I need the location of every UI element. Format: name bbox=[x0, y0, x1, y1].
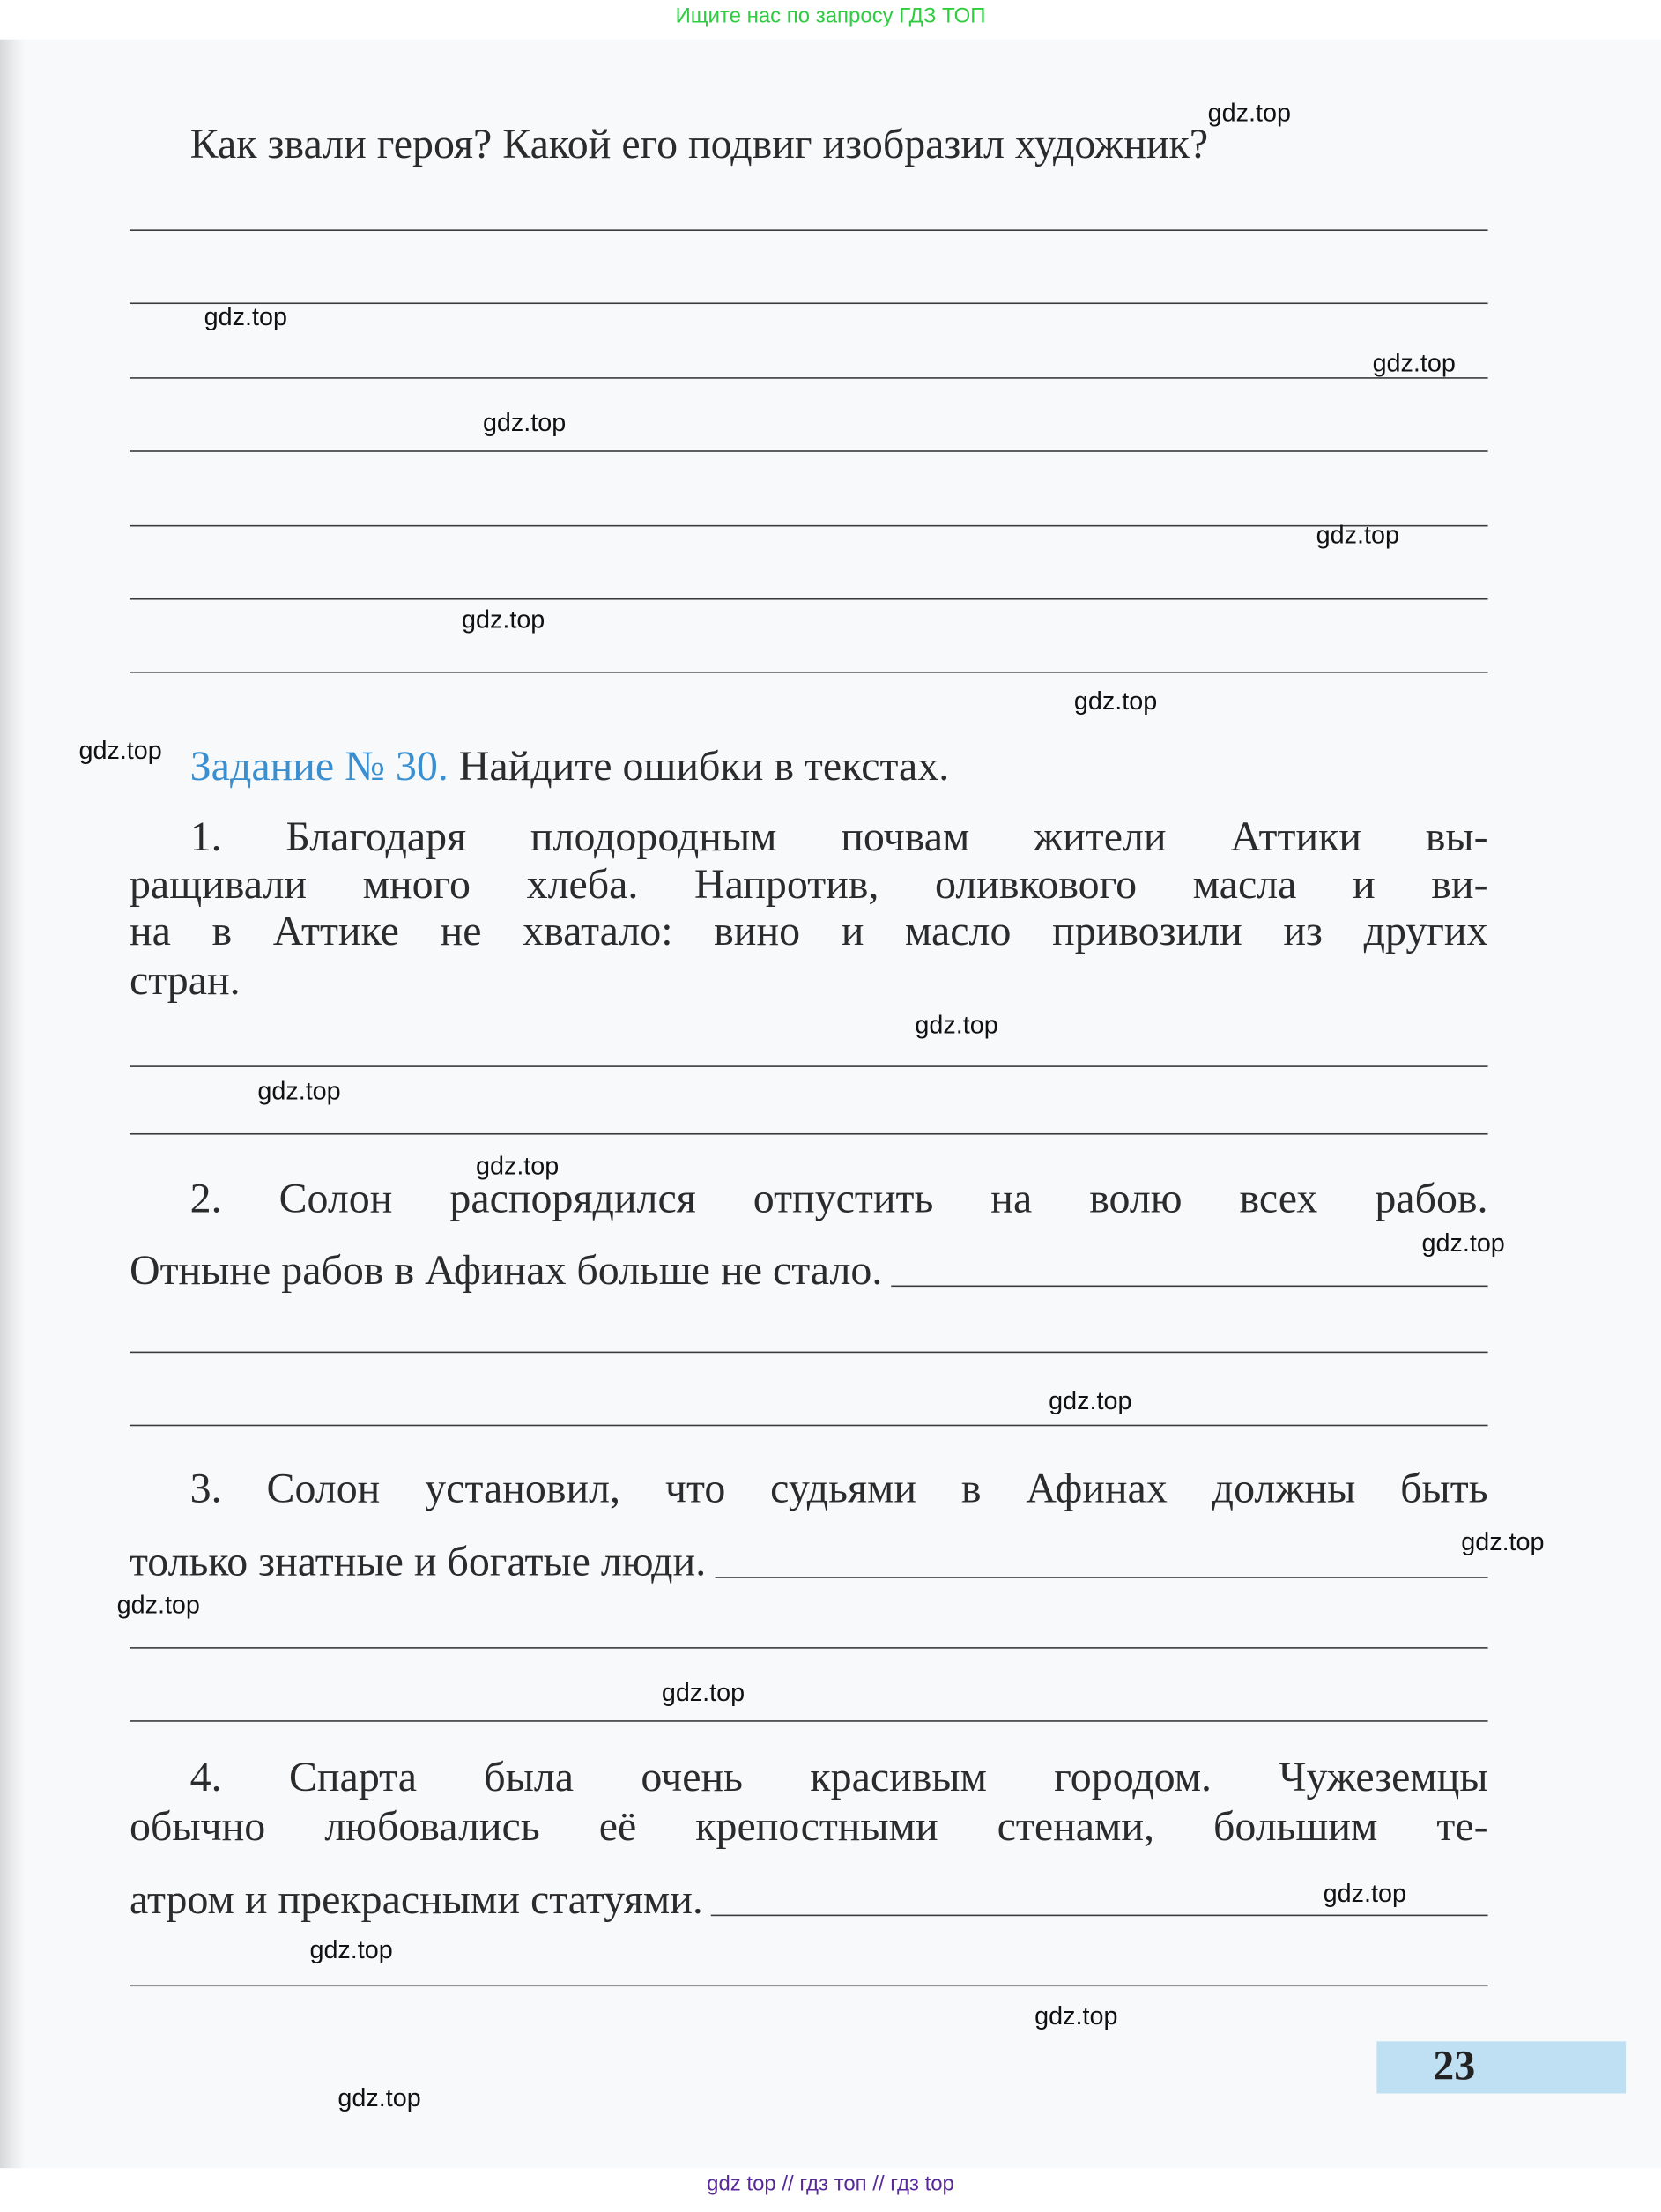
watermark: gdz.top bbox=[337, 2083, 421, 2112]
watermark: gdz.top bbox=[1421, 1228, 1505, 1258]
answer-line bbox=[130, 1065, 1488, 1067]
watermark: gdz.top bbox=[915, 1011, 998, 1039]
question-text: Как звали героя? Какой его подвиг изобразил художник? bbox=[189, 121, 1209, 168]
item-1-line: ращивали много хлеба. Напротив, оливкового масла и ви- bbox=[129, 861, 1488, 909]
watermark: gdz.top bbox=[309, 1935, 393, 1964]
item-4-line: обычно любовались её крепостными стенами, большим те- bbox=[129, 1803, 1488, 1851]
watermark: gdz.top bbox=[475, 1151, 560, 1180]
watermark: gdz.top bbox=[1073, 687, 1158, 716]
task-number: Задание № 30. bbox=[189, 743, 449, 791]
watermark: gdz.top bbox=[257, 1077, 341, 1106]
answer-line bbox=[130, 1352, 1488, 1354]
item-3-line: 3. Солон установил, что судьями в Афинах должны быть bbox=[189, 1465, 1488, 1512]
watermark: gdz.top bbox=[1323, 1879, 1406, 1908]
footer-links[interactable]: gdz top // гдз топ // гдз top bbox=[707, 2171, 954, 2197]
watermark: gdz.top bbox=[1316, 521, 1399, 550]
watermark: gdz.top bbox=[461, 605, 545, 634]
item-3-answer-row bbox=[130, 1539, 1488, 1586]
page-number-badge bbox=[1376, 2041, 1626, 2093]
answer-line bbox=[130, 1985, 1488, 1986]
item-2-line: Отныне рабов в Афинах больше не стало. bbox=[129, 1247, 883, 1295]
answer-line bbox=[130, 1647, 1488, 1649]
task-instruction: Найдите ошибки в текстах. bbox=[458, 743, 950, 791]
watermark: gdz.top bbox=[1461, 1527, 1545, 1556]
page-binding-edge bbox=[0, 40, 26, 2168]
answer-line bbox=[130, 598, 1488, 600]
watermark: gdz.top bbox=[1034, 2001, 1118, 2030]
item-4-answer-row bbox=[130, 1876, 1488, 1924]
watermark: gdz.top bbox=[1049, 1386, 1132, 1415]
answer-line bbox=[130, 302, 1488, 304]
answer-line bbox=[891, 1286, 1488, 1288]
watermark: gdz.top bbox=[78, 736, 162, 765]
watermark: gdz.top bbox=[482, 408, 567, 437]
answer-line bbox=[130, 450, 1488, 452]
item-3-line: только знатные и богатые люди. bbox=[129, 1539, 707, 1585]
item-2-line: 2. Солон распорядился отпустить на волю всех рабов. bbox=[189, 1175, 1488, 1222]
item-4-line: 4. Спарта была очень красивым городом. Чужеземцы bbox=[189, 1754, 1488, 1801]
watermark: gdz.top bbox=[116, 1591, 200, 1620]
item-4-line: атром и прекрасными статуями. bbox=[129, 1876, 703, 1924]
answer-line bbox=[130, 672, 1488, 673]
answer-line bbox=[130, 1133, 1488, 1135]
watermark: gdz.top bbox=[204, 302, 287, 331]
answer-line bbox=[715, 1577, 1488, 1578]
answer-line bbox=[130, 525, 1488, 527]
item-1-line: 1. Благодаря плодородным почвам жители Аттики вы- bbox=[189, 813, 1488, 861]
answer-line bbox=[130, 377, 1488, 379]
item-2-answer-row bbox=[130, 1247, 1488, 1295]
item-1-line: стран. bbox=[129, 957, 241, 1005]
watermark: gdz.top bbox=[1207, 98, 1291, 127]
item-1-line: на в Аттике не хватало: вино и масло привозили из других bbox=[129, 908, 1488, 955]
watermark: gdz.top bbox=[661, 1678, 745, 1707]
answer-line bbox=[130, 1425, 1488, 1427]
answer-line bbox=[130, 229, 1488, 231]
answer-line bbox=[130, 1720, 1488, 1722]
answer-line bbox=[711, 1915, 1487, 1917]
watermark: gdz.top bbox=[1372, 349, 1456, 378]
top-banner[interactable]: Ищите нас по запросу ГДЗ ТОП bbox=[675, 4, 986, 28]
task-heading bbox=[190, 743, 950, 791]
page-number: 23 bbox=[1433, 2042, 1476, 2090]
